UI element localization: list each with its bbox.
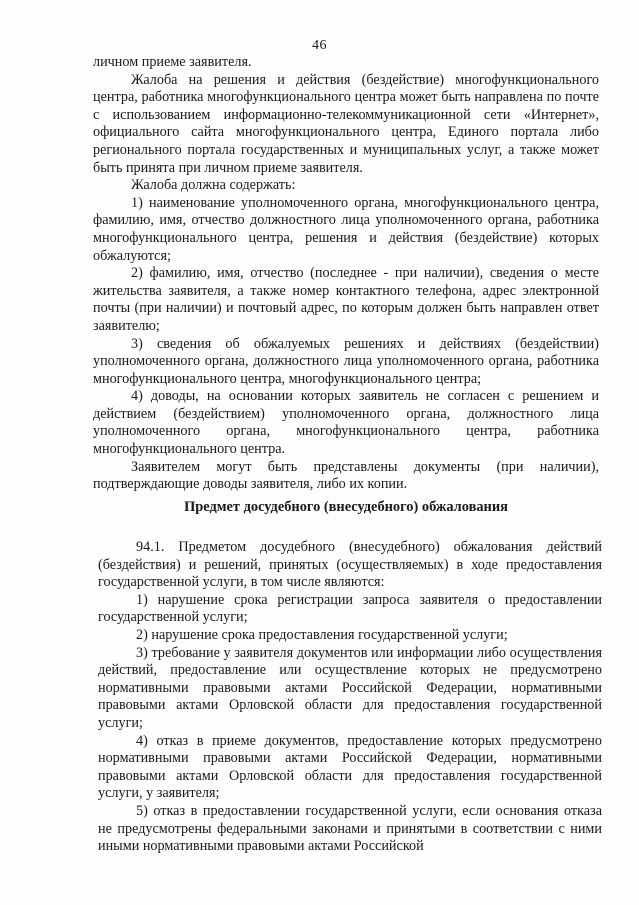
paragraph: 1) наименование уполномоченного органа, многофункционального центра, фамилию, имя, отчество должностного лица уполномоченного органа, работника многофункционального центра, решения и действия (бездействие) которых обжалуются; — [93, 194, 599, 264]
paragraph: 2) фамилию, имя, отчество (последнее - при наличии), сведения о месте жительства заявителя, а также номер контактного телефона, адрес электронной почты (при наличии) и почтовый адрес, по которым должен быть направлен ответ заявителю; — [93, 265, 599, 334]
appeal-subject-section — [98, 539, 602, 856]
paragraph: 4) доводы, на основании которых заявитель не согласен с решением и действием (бездействием) уполномоченного органа, должностного лица уполномоченного органа, многофункционального центра, работника многофункционального центра. — [93, 388, 599, 458]
paragraph: 3) сведения об обжалуемых решениях и действиях (бездействии) уполномоченного органа, должностного лица уполномоченного органа, работника многофункционального центра, многофункционального центра; — [93, 335, 599, 387]
page-number: 46 — [312, 38, 327, 53]
paragraph: 3) требование у заявителя документов или информации либо осуществления действий, предоставление или осуществление которых не предусмотрено нормативными правовыми актами Российской Федерации, нормативными правовыми актами Орловской области для предоставления государственной услуги; — [98, 644, 602, 731]
paragraph: личном приеме заявителя. — [93, 54, 252, 70]
paragraph: Жалоба должна содержать: — [131, 177, 296, 194]
complaint-content-section — [93, 54, 599, 494]
paragraph: 94.1. Предметом досудебного (внесудебного) обжалования действий (бездействия) и решений, принятых (осуществляемых) в ходе предоставления государственной услуги, в том числе являются: — [98, 539, 602, 591]
paragraph: Жалоба на решения и действия (бездействие) многофункционального центра, работника многофункционального центра может быть направлена по почте с использованием информационно-телекоммуникационной сети «Интернет», официального сайта многофункционального центра, Единого портала либо регионального портала государственных и муниципальных услуг, а также может быть принята при личном приеме заявителя. — [93, 71, 599, 176]
paragraph: 5) отказ в предоставлении государственной услуги, если основания отказа не предусмотрены федеральными законами и принятыми в соответствии с ними иными нормативными правовыми актами Российской — [98, 802, 602, 855]
paragraph: 1) нарушение срока регистрации запроса заявителя о предоставлении государственной услуги; — [98, 591, 602, 626]
section-heading: Предмет досудебного (внесудебного) обжалования — [184, 499, 508, 515]
paragraph: 4) отказ в приеме документов, предоставление которых предусмотрено нормативными правовыми актами Российской Федерации, нормативными правовыми актами Орловской области для предоставления государственной услуги, у заявителя; — [98, 732, 602, 802]
paragraph: 2) нарушение срока предоставления государственной услуги; — [136, 626, 508, 643]
paragraph: Заявителем могут быть представлены документы (при наличии), подтверждающие доводы заявителя, либо их копии. — [93, 458, 599, 493]
